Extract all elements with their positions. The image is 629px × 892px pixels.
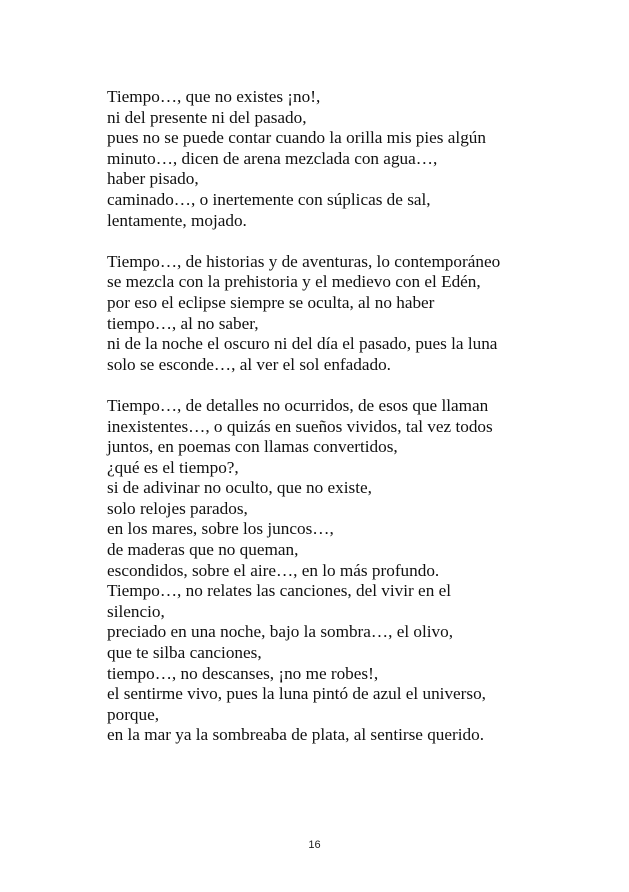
poem-line: Tiempo…, que no existes ¡no!, bbox=[107, 87, 321, 106]
poem-line: caminado…, o inertemente con súplicas de sal, bbox=[107, 189, 431, 209]
poem-line: solo relojes parados, bbox=[107, 498, 248, 518]
poem-line: de maderas que no queman, bbox=[107, 540, 299, 560]
page-number: 16 bbox=[308, 839, 321, 851]
poem-line: Tiempo…, de detalles no ocurridos, de esos que llaman bbox=[107, 395, 489, 415]
poem-line: se mezcla con la prehistoria y el medievo con el Edén, bbox=[107, 272, 481, 292]
poem-line: porque, bbox=[107, 704, 160, 724]
poem-line: que te silba canciones, bbox=[107, 643, 262, 663]
stanza bbox=[107, 87, 577, 231]
poem-body bbox=[107, 87, 577, 767]
poem-line: preciado en una noche, bajo la sombra…, el olivo, bbox=[107, 622, 454, 642]
poem-line: lentamente, mojado. bbox=[107, 210, 247, 230]
poem-line: si de adivinar no oculto, que no existe, bbox=[107, 478, 372, 498]
poem-line: en los mares, sobre los juncos…, bbox=[107, 519, 334, 539]
poem-line: silencio, bbox=[107, 601, 165, 621]
poem-line: inexistentes…, o quizás en sueños vividos, tal vez todos bbox=[107, 416, 493, 436]
poem-line: tiempo…, no descanses, ¡no me robes!, bbox=[107, 663, 379, 683]
poem-line: juntos, en poemas con llamas convertidos, bbox=[107, 437, 398, 457]
poem-line: haber pisado, bbox=[107, 169, 199, 189]
poem-line: pues no se puede contar cuando la orilla mis pies algún bbox=[107, 128, 486, 148]
poem-line: el sentirme vivo, pues la luna pintó de azul el universo, bbox=[107, 684, 486, 704]
poem-line: ¿qué es el tiempo?, bbox=[107, 457, 239, 477]
stanza bbox=[107, 396, 577, 746]
stanza bbox=[107, 252, 577, 376]
poem-line: Tiempo…, de historias y de aventuras, lo contemporáneo bbox=[107, 251, 501, 271]
poem-line: solo se esconde…, al ver el sol enfadado. bbox=[107, 354, 391, 374]
poem-line: Tiempo…, no relates las canciones, del vivir en el bbox=[107, 581, 451, 601]
poem-line: minuto…, dicen de arena mezclada con agua…, bbox=[107, 148, 438, 168]
poem-line: ni de la noche el oscuro ni del día el pasado, pues la luna bbox=[107, 334, 498, 354]
poem-line: en la mar ya la sombreaba de plata, al sentirse querido. bbox=[107, 725, 485, 745]
poem-line: por eso el eclipse siempre se oculta, al no haber bbox=[107, 292, 435, 312]
poem-line: tiempo…, al no saber, bbox=[107, 313, 259, 333]
poem-line: ni del presente ni del pasado, bbox=[107, 107, 307, 127]
poem-line: escondidos, sobre el aire…, en lo más profundo. bbox=[107, 560, 440, 580]
